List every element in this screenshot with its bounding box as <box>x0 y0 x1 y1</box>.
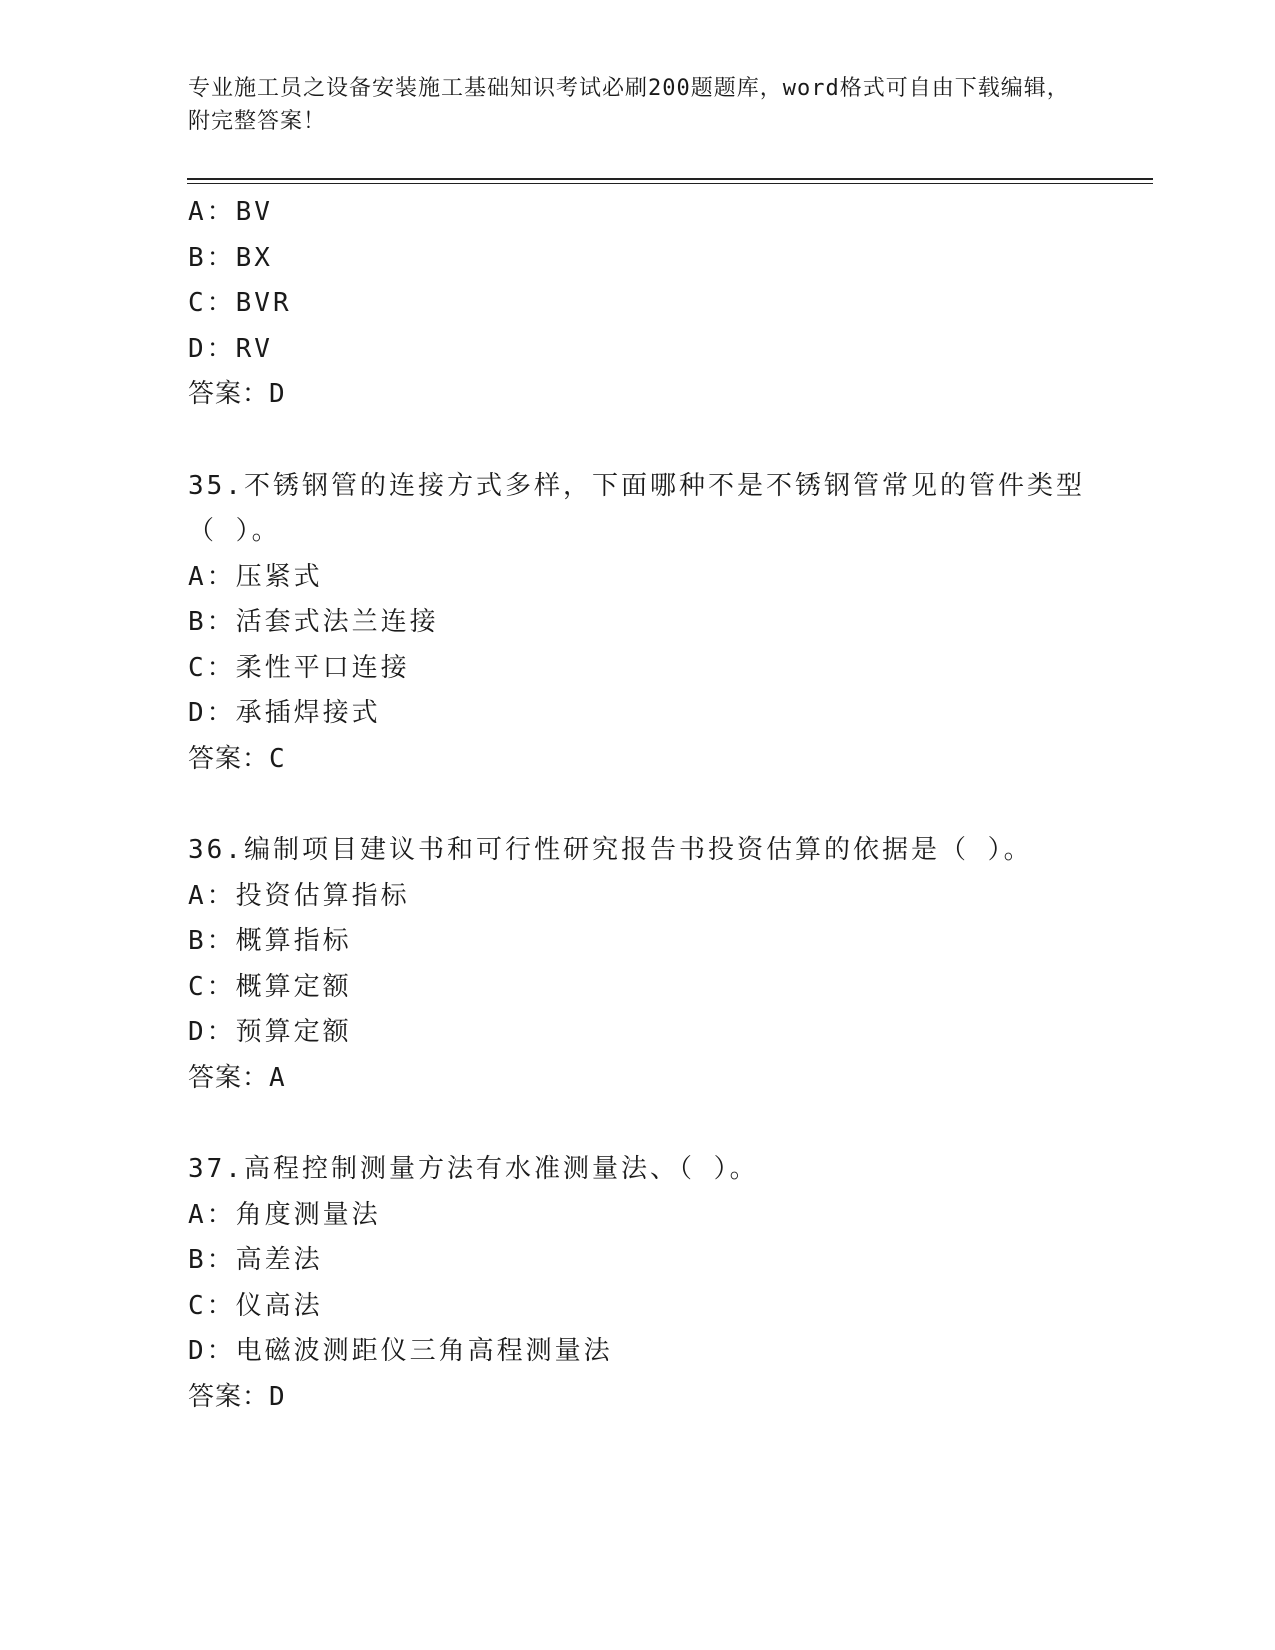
option-d: D：预算定额 <box>188 1017 352 1047</box>
option-d: D：电磁波测距仪三角高程测量法 <box>188 1336 613 1366</box>
question-37 <box>188 1147 1088 1420</box>
option-c: C：概算定额 <box>188 971 352 1002</box>
answer-line: 答案：C <box>188 743 286 774</box>
document-header: 专业施工员之设备安装施工基础知识考试必刷200题题库，word格式可自由下载编辑，附完整答案！ <box>188 76 1070 134</box>
question-stem: 37.高程控制测量方法有水准测量法、（ ）。 <box>188 1154 759 1184</box>
option-b: B：活套式法兰连接 <box>188 607 439 637</box>
option-b: B：高差法 <box>188 1245 323 1275</box>
option-d: D：承插焊接式 <box>188 698 381 728</box>
answer-line: 答案：A <box>188 1062 286 1093</box>
option-a: A：压紧式 <box>188 561 323 592</box>
question-stem: 36.编制项目建议书和可行性研究报告书投资估算的依据是（ ）。 <box>188 835 1033 865</box>
option-d: D：RV <box>188 333 273 364</box>
question-list <box>188 190 1088 1420</box>
option-a: A：投资估算指标 <box>188 880 410 911</box>
header-rule-thick <box>187 178 1153 180</box>
option-c: C：BVR <box>188 288 292 318</box>
answer-line: 答案：D <box>188 1381 286 1412</box>
option-b: B：概算指标 <box>188 926 352 956</box>
question-36 <box>188 828 1088 1101</box>
option-c: C：仪高法 <box>188 1290 323 1321</box>
option-b: B：BX <box>188 242 273 273</box>
question-35 <box>188 464 1088 783</box>
header-rule-thin <box>187 183 1153 184</box>
option-c: C：柔性平口连接 <box>188 652 410 683</box>
question-stem: 35.不锈钢管的连接方式多样，下面哪种不是不锈钢管常见的管件类型（ ）。 <box>188 470 1085 546</box>
option-a: A：角度测量法 <box>188 1199 381 1230</box>
previous-question-options <box>188 190 1088 418</box>
answer-line: 答案：D <box>188 379 286 409</box>
option-a: A：BV <box>188 197 273 227</box>
